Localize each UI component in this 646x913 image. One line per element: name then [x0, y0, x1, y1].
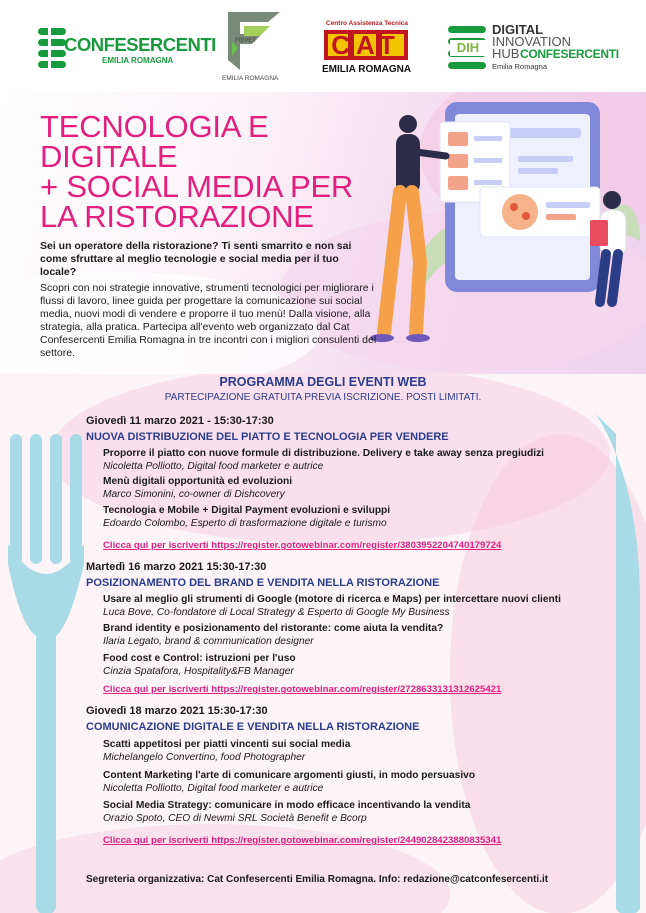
event-1-talk-3: Tecnologia e Mobile + Digital Payment evoluzioni e sviluppi	[103, 505, 391, 516]
event-3-section: COMUNICAZIONE DIGITALE E VENDITA NELLA RISTORAZIONE	[86, 721, 420, 733]
event-1-talk-2: Menù digitali opportunità ed evoluzioni	[103, 476, 293, 487]
fiepet-name: FIEPET	[235, 38, 257, 44]
intro-questions: Sei un operatore della ristorazione? Ti senti smarrito e non sai come sfruttare al meglio tecnologie e social media per il tuo locale?	[40, 240, 352, 278]
dih-sub: Emilia Romagna	[492, 62, 548, 71]
event-3-talk-2: Content Marketing l'arte di comunicare argomenti giusti, in modo persuasivo	[103, 770, 476, 781]
cat-box	[324, 30, 408, 60]
event-3-talk-1: Scatti appetitosi per piatti vincenti sui social media	[103, 739, 351, 750]
event-2-talk-3: Food cost e Control: istruzioni per l'uso	[103, 653, 296, 664]
event-2-talk-1: Usare al meglio gli strumenti di Google (motore di ricerca e Maps) per intercettare nuovi clienti	[103, 594, 561, 605]
event-3-register-link[interactable]: Clicca qui per iscriverti https://register.gotowebinar.com/register/2449028423880835341	[103, 835, 502, 846]
fiepet-logo	[218, 12, 288, 86]
confesercenti-logo	[38, 24, 216, 74]
footer-contact: Segreteria organizzativa: Cat Confesercenti Emilia Romagna. Info: redazione@catconfesercenti.it	[86, 874, 549, 885]
event-2-date: Martedì 16 marzo 2021 15:30-17:30	[86, 561, 267, 573]
event-2-speaker-3: Cinzia Spatafora, Hospitality&FB Manager	[103, 666, 294, 677]
event-2-speaker-2: Ilaria Legato, brand & communication designer	[103, 636, 314, 647]
event-3-speaker-1: Michelangelo Convertino, food Photographer	[103, 752, 306, 763]
event-3-speaker-2: Nicoletta Polliotto, Digital food marketer e autrice	[103, 783, 324, 794]
event-2-register-link[interactable]: Clicca qui per iscriverti https://register.gotowebinar.com/register/2728633131312625421	[103, 684, 502, 695]
dih-brand: CONFESERCENTI	[520, 47, 619, 61]
dih-line1: DIGITAL	[492, 22, 544, 37]
dih-logo	[448, 22, 619, 80]
event-2-speaker-1: Luca Bove, Co-fondatore di Local Strategy & Esperto di Google My Business	[103, 607, 450, 618]
dih-line2: INNOVATION	[492, 34, 571, 49]
title-line-3: + SOCIAL MEDIA PER	[40, 169, 354, 204]
title-line-4: LA RISTORAZIONE	[40, 199, 314, 234]
event-1-speaker-3: Edoardo Colombo, Esperto di trasformazione digitale e turismo	[103, 518, 387, 529]
event-1-speaker-2: Marco Simonini, co-owner di Dishcovery	[103, 489, 285, 500]
event-1-speaker-1: Nicoletta Polliotto, Digital food marketer e autrice	[103, 461, 324, 472]
event-1-section: NUOVA DISTRIBUZIONE DEL PIATTO E TECNOLOGIA PER VENDERE	[86, 431, 449, 443]
cat-logo	[322, 20, 412, 80]
cat-sub: EMILIA ROMAGNA	[322, 64, 412, 75]
logos-bar	[0, 0, 646, 92]
fiepet-sub: EMILIA ROMAGNA	[222, 75, 279, 82]
cat-top-text: Centro Assistenza Tecnica	[326, 20, 408, 27]
event-3-speaker-3: Orazio Spoto, CEO di Newmi SRL Società Benefit e Bcorp	[103, 813, 367, 824]
event-1-register-link[interactable]: Clicca qui per iscriverti https://register.gotowebinar.com/register/3803952204740179724	[103, 540, 502, 551]
event-2-talk-2: Brand identity e posizionamento del ristorante: come aiuta la vendita?	[103, 623, 444, 634]
event-3-date: Giovedì 18 marzo 2021 15:30-17:30	[86, 705, 268, 717]
event-1-talk-1: Proporre il piatto con nuove formule di distribuzione. Delivery e take away senza pregiudizi	[103, 448, 544, 459]
program-subtitle: PARTECIPAZIONE GRATUITA PREVIA ISCRIZIONE. POSTI LIMITATI.	[164, 392, 482, 403]
title-line-1: TECNOLOGIA E	[40, 109, 269, 144]
title-line-2: DIGITALE	[40, 139, 178, 174]
event-2-section: POSIZIONAMENTO DEL BRAND E VENDITA NELLA RISTORAZIONE	[86, 577, 440, 589]
confesercenti-sub: EMILIA ROMAGNA	[102, 56, 174, 65]
main-title	[40, 109, 410, 234]
dih-mark: DIH	[450, 40, 486, 56]
event-3-talk-3: Social Media Strategy: comunicare in modo efficace incentivando la vendita	[103, 800, 471, 811]
program-title: PROGRAMMA DEGLI EVENTI WEB	[219, 375, 427, 389]
dih-line3: HUB	[492, 46, 520, 61]
confesercenti-name: CONFESERCENTI	[64, 34, 216, 55]
event-1-date: Giovedì 11 marzo 2021 - 15:30-17:30	[86, 415, 274, 427]
intro-text: Scopri con noi strategie innovative, strumenti tecnologici per migliorare i flussi di lavoro, linee guida per progettare la comunicazione sui social media, nuovi modi di vendere e proporre il tuo menù! Dalla visione, alla strategia, alla pratica. Partecipa all'evento web organizzato dal Cat Confesercenti Emilia Romagna in tre incontri con i migliori consulenti del settore.	[40, 282, 377, 359]
cat-name: CAT	[331, 30, 401, 60]
